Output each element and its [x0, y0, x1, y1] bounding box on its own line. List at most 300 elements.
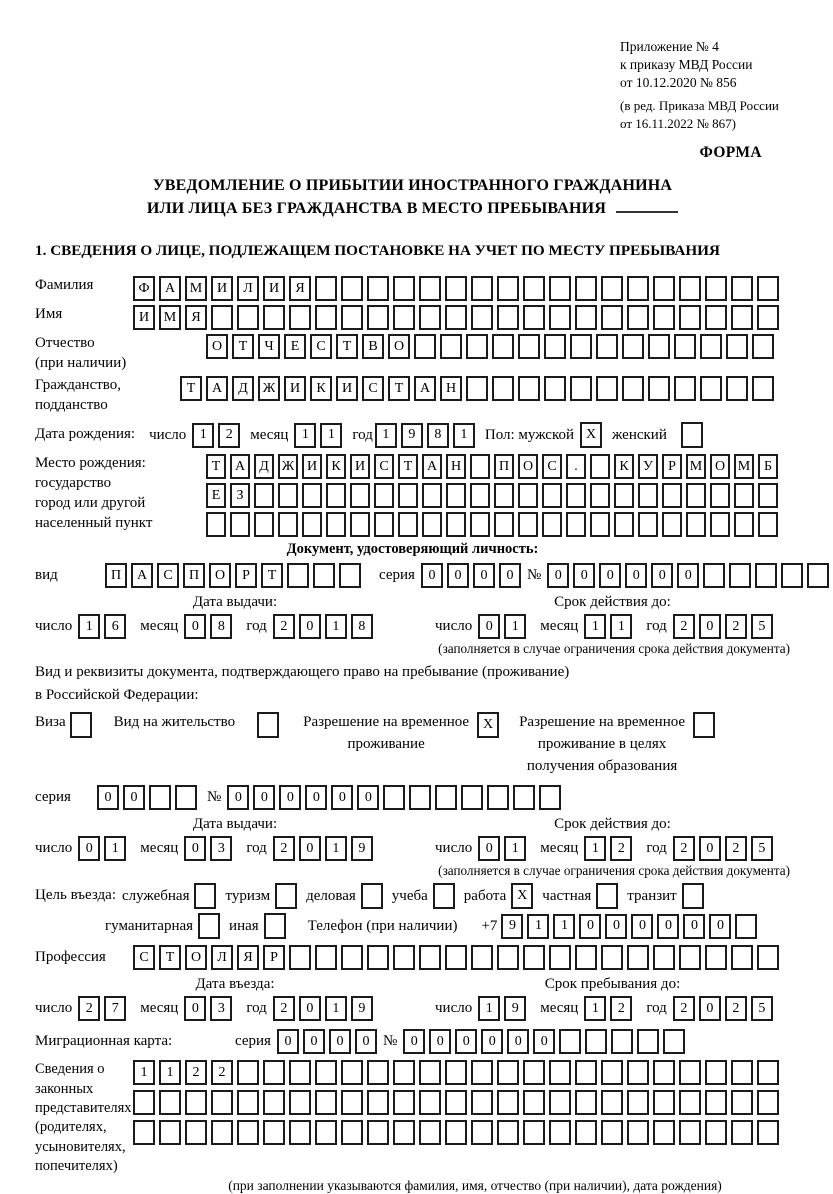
char-box[interactable]: 2 [725, 996, 747, 1021]
char-box[interactable] [731, 305, 753, 330]
char-box[interactable] [419, 1060, 441, 1085]
char-box[interactable] [710, 483, 730, 508]
char-box[interactable]: 2 [273, 836, 295, 861]
char-box[interactable]: 0 [533, 1029, 555, 1054]
char-box[interactable]: О [206, 334, 228, 359]
char-box[interactable] [341, 276, 363, 301]
char-box[interactable]: 0 [507, 1029, 529, 1054]
char-box[interactable]: 2 [673, 614, 695, 639]
char-box[interactable] [674, 334, 696, 359]
char-box[interactable] [752, 376, 774, 401]
char-box[interactable] [393, 945, 415, 970]
char-box[interactable] [497, 276, 519, 301]
char-box[interactable] [705, 276, 727, 301]
char-box[interactable]: Р [662, 454, 682, 479]
char-box[interactable] [367, 1090, 389, 1115]
char-box[interactable] [559, 1029, 581, 1054]
char-box[interactable] [367, 945, 389, 970]
char-box[interactable] [542, 512, 562, 537]
char-box[interactable] [705, 1060, 727, 1085]
char-box[interactable] [254, 483, 274, 508]
char-box[interactable] [237, 1090, 259, 1115]
char-box[interactable] [729, 563, 751, 588]
char-box[interactable] [287, 563, 309, 588]
char-box[interactable]: П [183, 563, 205, 588]
char-box[interactable] [611, 1029, 633, 1054]
char-box[interactable] [575, 305, 597, 330]
char-box[interactable] [731, 1060, 753, 1085]
char-box[interactable] [523, 1060, 545, 1085]
char-box[interactable]: . [566, 454, 586, 479]
char-box[interactable]: 1 [584, 836, 606, 861]
char-box[interactable]: 0 [478, 836, 500, 861]
char-box[interactable] [445, 305, 467, 330]
char-box[interactable]: Ф [133, 276, 155, 301]
char-box[interactable]: 2 [273, 996, 295, 1021]
char-box[interactable]: 1 [78, 614, 100, 639]
char-box[interactable] [393, 305, 415, 330]
char-box[interactable]: А [230, 454, 250, 479]
char-box[interactable] [289, 1060, 311, 1085]
char-box[interactable] [752, 334, 774, 359]
char-box[interactable]: 0 [657, 914, 679, 939]
char-box[interactable] [341, 1120, 363, 1145]
char-box[interactable] [414, 334, 436, 359]
char-box[interactable]: С [133, 945, 155, 970]
char-box[interactable]: Е [206, 483, 226, 508]
char-box[interactable]: 0 [429, 1029, 451, 1054]
char-box[interactable] [237, 1060, 259, 1085]
char-box[interactable]: 1 [453, 423, 475, 448]
char-box[interactable] [237, 305, 259, 330]
char-box[interactable] [757, 1090, 779, 1115]
char-box[interactable] [159, 1090, 181, 1115]
char-box[interactable] [627, 276, 649, 301]
char-box[interactable]: 1 [104, 836, 126, 861]
char-box[interactable]: Т [398, 454, 418, 479]
char-box[interactable] [315, 1090, 337, 1115]
char-box[interactable]: Т [388, 376, 410, 401]
char-box[interactable]: 0 [547, 563, 569, 588]
char-box[interactable]: Т [232, 334, 254, 359]
char-box[interactable] [590, 454, 610, 479]
female-checkbox[interactable] [681, 422, 703, 448]
char-box[interactable] [211, 1090, 233, 1115]
char-box[interactable]: И [263, 276, 285, 301]
char-box[interactable] [518, 334, 540, 359]
char-box[interactable]: 8 [351, 614, 373, 639]
char-box[interactable] [471, 276, 493, 301]
char-box[interactable]: 0 [421, 563, 443, 588]
char-box[interactable] [494, 483, 514, 508]
char-box[interactable] [601, 1060, 623, 1085]
char-box[interactable]: 0 [299, 836, 321, 861]
purpose-study-checkbox[interactable] [433, 883, 455, 909]
char-box[interactable] [601, 1120, 623, 1145]
char-box[interactable]: С [374, 454, 394, 479]
char-box[interactable] [637, 1029, 659, 1054]
char-box[interactable] [445, 1060, 467, 1085]
char-box[interactable]: 2 [610, 836, 632, 861]
char-box[interactable] [419, 1120, 441, 1145]
char-box[interactable]: 0 [499, 563, 521, 588]
char-box[interactable]: 0 [478, 614, 500, 639]
char-box[interactable] [731, 945, 753, 970]
char-box[interactable]: 9 [401, 423, 423, 448]
char-box[interactable] [757, 305, 779, 330]
char-box[interactable] [315, 276, 337, 301]
char-box[interactable]: 1 [504, 614, 526, 639]
char-box[interactable] [367, 1120, 389, 1145]
char-box[interactable]: К [614, 454, 634, 479]
char-box[interactable] [566, 483, 586, 508]
char-box[interactable]: Е [284, 334, 306, 359]
char-box[interactable] [289, 1120, 311, 1145]
char-box[interactable]: Я [289, 276, 311, 301]
char-box[interactable] [315, 1060, 337, 1085]
char-box[interactable]: 0 [651, 563, 673, 588]
char-box[interactable] [601, 945, 623, 970]
char-box[interactable]: Т [159, 945, 181, 970]
char-box[interactable]: И [133, 305, 155, 330]
char-box[interactable]: 5 [751, 614, 773, 639]
char-box[interactable]: О [185, 945, 207, 970]
temp-permit-checkbox[interactable]: X [477, 712, 499, 738]
char-box[interactable] [549, 276, 571, 301]
char-box[interactable] [757, 1060, 779, 1085]
char-box[interactable] [440, 334, 462, 359]
char-box[interactable]: Р [235, 563, 257, 588]
char-box[interactable]: 0 [447, 563, 469, 588]
char-box[interactable] [133, 1120, 155, 1145]
char-box[interactable] [497, 1120, 519, 1145]
char-box[interactable]: 0 [631, 914, 653, 939]
char-box[interactable]: 2 [78, 996, 100, 1021]
char-box[interactable] [735, 914, 757, 939]
char-box[interactable]: Ч [258, 334, 280, 359]
char-box[interactable] [446, 512, 466, 537]
char-box[interactable] [686, 512, 706, 537]
char-box[interactable] [638, 512, 658, 537]
char-box[interactable] [470, 483, 490, 508]
char-box[interactable]: 0 [605, 914, 627, 939]
char-box[interactable] [393, 1060, 415, 1085]
char-box[interactable]: 0 [227, 785, 249, 810]
char-box[interactable] [494, 512, 514, 537]
char-box[interactable] [590, 512, 610, 537]
char-box[interactable] [662, 512, 682, 537]
char-box[interactable] [549, 945, 571, 970]
char-box[interactable] [487, 785, 509, 810]
char-box[interactable] [705, 945, 727, 970]
char-box[interactable]: 0 [455, 1029, 477, 1054]
char-box[interactable] [653, 1090, 675, 1115]
char-box[interactable]: Я [185, 305, 207, 330]
char-box[interactable]: 1 [325, 614, 347, 639]
char-box[interactable] [341, 1090, 363, 1115]
char-box[interactable] [341, 305, 363, 330]
purpose-humanitarian-checkbox[interactable] [198, 913, 220, 939]
char-box[interactable] [679, 276, 701, 301]
char-box[interactable] [419, 305, 441, 330]
char-box[interactable] [627, 305, 649, 330]
char-box[interactable]: Т [180, 376, 202, 401]
char-box[interactable] [422, 483, 442, 508]
char-box[interactable] [339, 563, 361, 588]
char-box[interactable]: 0 [677, 563, 699, 588]
char-box[interactable] [734, 512, 754, 537]
char-box[interactable]: О [710, 454, 730, 479]
purpose-tourism-checkbox[interactable] [275, 883, 297, 909]
char-box[interactable]: Л [237, 276, 259, 301]
char-box[interactable]: К [310, 376, 332, 401]
char-box[interactable]: 0 [299, 996, 321, 1021]
char-box[interactable] [757, 1120, 779, 1145]
char-box[interactable] [731, 276, 753, 301]
char-box[interactable] [497, 945, 519, 970]
char-box[interactable]: 1 [610, 614, 632, 639]
char-box[interactable]: Т [261, 563, 283, 588]
char-box[interactable]: Я [237, 945, 259, 970]
char-box[interactable] [383, 785, 405, 810]
char-box[interactable]: Ж [258, 376, 280, 401]
char-box[interactable] [466, 334, 488, 359]
char-box[interactable] [230, 512, 250, 537]
char-box[interactable] [653, 1060, 675, 1085]
char-box[interactable]: А [206, 376, 228, 401]
char-box[interactable]: 9 [351, 836, 373, 861]
char-box[interactable] [705, 1090, 727, 1115]
char-box[interactable] [470, 454, 490, 479]
char-box[interactable] [700, 334, 722, 359]
char-box[interactable] [705, 305, 727, 330]
char-box[interactable]: 0 [253, 785, 275, 810]
residence-permit-checkbox[interactable] [257, 712, 279, 738]
char-box[interactable] [638, 483, 658, 508]
char-box[interactable] [627, 945, 649, 970]
char-box[interactable] [726, 334, 748, 359]
char-box[interactable] [367, 1060, 389, 1085]
char-box[interactable] [471, 305, 493, 330]
char-box[interactable]: Р [263, 945, 285, 970]
char-box[interactable]: 1 [325, 836, 347, 861]
char-box[interactable] [575, 1090, 597, 1115]
char-box[interactable] [326, 512, 346, 537]
char-box[interactable]: С [542, 454, 562, 479]
char-box[interactable]: Н [440, 376, 462, 401]
char-box[interactable]: 0 [625, 563, 647, 588]
char-box[interactable] [497, 1060, 519, 1085]
char-box[interactable] [648, 334, 670, 359]
char-box[interactable]: 0 [123, 785, 145, 810]
char-box[interactable] [302, 512, 322, 537]
char-box[interactable]: 1 [527, 914, 549, 939]
char-box[interactable]: 0 [184, 836, 206, 861]
char-box[interactable] [575, 276, 597, 301]
char-box[interactable]: И [350, 454, 370, 479]
char-box[interactable] [601, 1090, 623, 1115]
char-box[interactable]: Д [254, 454, 274, 479]
char-box[interactable] [393, 1090, 415, 1115]
char-box[interactable]: Т [206, 454, 226, 479]
char-box[interactable] [731, 1090, 753, 1115]
char-box[interactable]: П [105, 563, 127, 588]
char-box[interactable]: 0 [299, 614, 321, 639]
char-box[interactable]: 5 [751, 996, 773, 1021]
char-box[interactable] [289, 305, 311, 330]
char-box[interactable] [575, 1120, 597, 1145]
char-box[interactable]: 1 [159, 1060, 181, 1085]
char-box[interactable] [807, 563, 829, 588]
char-box[interactable]: Л [211, 945, 233, 970]
char-box[interactable] [263, 1060, 285, 1085]
char-box[interactable] [596, 334, 618, 359]
char-box[interactable] [367, 305, 389, 330]
char-box[interactable]: 1 [294, 423, 316, 448]
char-box[interactable]: 0 [579, 914, 601, 939]
char-box[interactable]: 2 [725, 836, 747, 861]
char-box[interactable]: 1 [584, 996, 606, 1021]
char-box[interactable] [523, 945, 545, 970]
char-box[interactable] [614, 512, 634, 537]
char-box[interactable]: 0 [599, 563, 621, 588]
char-box[interactable]: 0 [279, 785, 301, 810]
char-box[interactable] [523, 1120, 545, 1145]
char-box[interactable]: 1 [375, 423, 397, 448]
char-box[interactable] [278, 512, 298, 537]
char-box[interactable]: А [159, 276, 181, 301]
char-box[interactable] [523, 305, 545, 330]
char-box[interactable] [590, 483, 610, 508]
char-box[interactable] [523, 1090, 545, 1115]
char-box[interactable]: 2 [218, 423, 240, 448]
char-box[interactable] [466, 376, 488, 401]
char-box[interactable]: 0 [699, 836, 721, 861]
char-box[interactable] [133, 1090, 155, 1115]
char-box[interactable] [674, 376, 696, 401]
purpose-private-checkbox[interactable] [596, 883, 618, 909]
char-box[interactable] [470, 512, 490, 537]
char-box[interactable] [206, 512, 226, 537]
char-box[interactable] [445, 945, 467, 970]
char-box[interactable] [731, 1120, 753, 1145]
char-box[interactable] [627, 1060, 649, 1085]
char-box[interactable] [513, 785, 535, 810]
char-box[interactable] [398, 483, 418, 508]
char-box[interactable] [686, 483, 706, 508]
char-box[interactable]: 9 [504, 996, 526, 1021]
char-box[interactable] [622, 376, 644, 401]
char-box[interactable]: 1 [133, 1060, 155, 1085]
char-box[interactable] [461, 785, 483, 810]
char-box[interactable] [601, 276, 623, 301]
char-box[interactable]: С [310, 334, 332, 359]
char-box[interactable] [289, 1090, 311, 1115]
char-box[interactable] [471, 1090, 493, 1115]
char-box[interactable] [703, 563, 725, 588]
male-checkbox[interactable]: X [580, 422, 602, 448]
char-box[interactable]: 2 [725, 614, 747, 639]
char-box[interactable]: 2 [610, 996, 632, 1021]
char-box[interactable] [409, 785, 431, 810]
char-box[interactable] [326, 483, 346, 508]
char-box[interactable]: 9 [501, 914, 523, 939]
char-box[interactable]: 0 [473, 563, 495, 588]
char-box[interactable]: 8 [210, 614, 232, 639]
char-box[interactable] [570, 376, 592, 401]
char-box[interactable]: О [209, 563, 231, 588]
char-box[interactable] [662, 483, 682, 508]
char-box[interactable] [211, 1120, 233, 1145]
char-box[interactable] [350, 483, 370, 508]
char-box[interactable] [585, 1029, 607, 1054]
char-box[interactable]: 0 [303, 1029, 325, 1054]
char-box[interactable]: К [326, 454, 346, 479]
char-box[interactable]: М [159, 305, 181, 330]
char-box[interactable] [575, 945, 597, 970]
char-box[interactable] [492, 376, 514, 401]
char-box[interactable] [653, 276, 675, 301]
char-box[interactable] [374, 512, 394, 537]
char-box[interactable]: 1 [584, 614, 606, 639]
char-box[interactable]: 0 [78, 836, 100, 861]
char-box[interactable]: 0 [184, 996, 206, 1021]
char-box[interactable]: 9 [351, 996, 373, 1021]
char-box[interactable]: 1 [478, 996, 500, 1021]
char-box[interactable] [627, 1120, 649, 1145]
char-box[interactable] [422, 512, 442, 537]
char-box[interactable] [758, 512, 778, 537]
char-box[interactable] [570, 334, 592, 359]
char-box[interactable]: 0 [481, 1029, 503, 1054]
char-box[interactable]: 0 [573, 563, 595, 588]
char-box[interactable]: 0 [357, 785, 379, 810]
char-box[interactable] [596, 376, 618, 401]
char-box[interactable]: 0 [355, 1029, 377, 1054]
char-box[interactable] [149, 785, 171, 810]
char-box[interactable]: 0 [331, 785, 353, 810]
char-box[interactable] [575, 1060, 597, 1085]
char-box[interactable]: А [414, 376, 436, 401]
char-box[interactable] [341, 1060, 363, 1085]
purpose-business-checkbox[interactable] [361, 883, 383, 909]
char-box[interactable] [653, 305, 675, 330]
char-box[interactable]: М [734, 454, 754, 479]
char-box[interactable]: С [362, 376, 384, 401]
char-box[interactable] [663, 1029, 685, 1054]
char-box[interactable] [549, 305, 571, 330]
char-box[interactable] [211, 305, 233, 330]
char-box[interactable] [374, 483, 394, 508]
char-box[interactable] [419, 945, 441, 970]
char-box[interactable]: В [362, 334, 384, 359]
char-box[interactable] [393, 276, 415, 301]
char-box[interactable]: А [131, 563, 153, 588]
char-box[interactable] [700, 376, 722, 401]
char-box[interactable]: И [336, 376, 358, 401]
char-box[interactable]: 8 [427, 423, 449, 448]
char-box[interactable]: 1 [553, 914, 575, 939]
char-box[interactable] [542, 483, 562, 508]
char-box[interactable] [726, 376, 748, 401]
char-box[interactable] [601, 305, 623, 330]
char-box[interactable] [263, 1090, 285, 1115]
char-box[interactable]: 3 [210, 836, 232, 861]
char-box[interactable] [653, 1120, 675, 1145]
char-box[interactable] [755, 563, 777, 588]
char-box[interactable]: 1 [504, 836, 526, 861]
char-box[interactable] [549, 1090, 571, 1115]
